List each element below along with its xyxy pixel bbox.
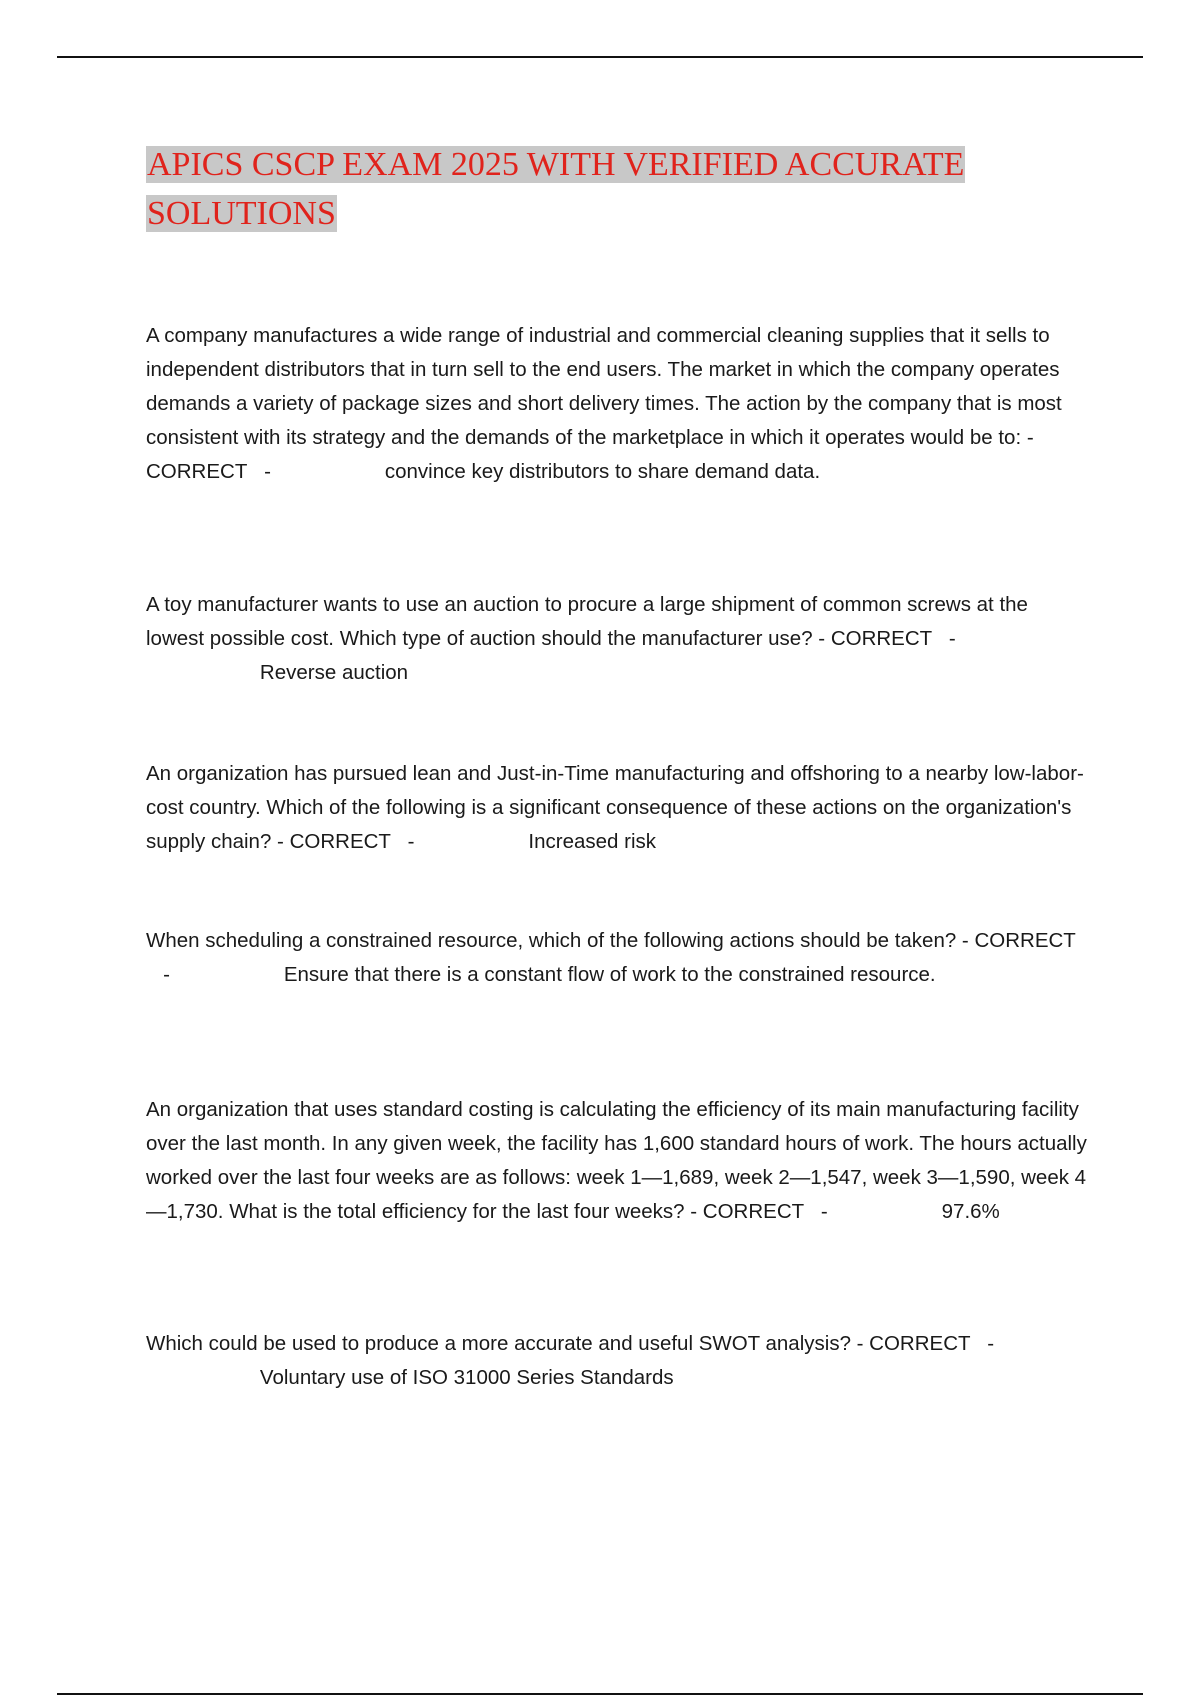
- answer-text: Increased risk: [528, 830, 657, 853]
- title-line-2: SOLUTIONS: [147, 195, 336, 232]
- answer-separator: -: [948, 627, 956, 650]
- question-text: A company manufactures a wide range of industrial and commercial cleaning supplies that it sells to independent distributors that in turn sell to the end users. The market in which the company operates demands a variety of package sizes and short delivery times. The action by the company that is most consistent with its strategy and the demands of the marketplace in which it operates would be to: - CORRECT: [146, 324, 1062, 483]
- question-text: An organization that uses standard costing is calculating the efficiency of its main manufacturing facility over the last month. In any given week, the facility has 1,600 standard hours of work. The hours actually worked over the last four weeks are as follows: week 1—1,689, week 2—1,547, week 3—1,590, week 4—1,730. What is the total efficiency for the last four weeks? - CORRECT: [146, 1098, 1087, 1223]
- title-line-1: APICS CSCP EXAM 2025 WITH VERIFIED ACCURATE: [147, 146, 965, 183]
- question-text: When scheduling a constrained resource, which of the following actions should be taken? - CORRECT: [146, 929, 1076, 952]
- answer-separator: -: [163, 963, 170, 986]
- answer-text: Reverse auction: [259, 661, 409, 684]
- qa-item-4: [146, 924, 1091, 992]
- answer-separator: -: [987, 1332, 995, 1355]
- question-text: An organization has pursued lean and Just-in-Time manufacturing and offshoring to a nearby low-labor-cost country. Which of the following is a significant consequence of these actions on the organization's supply chain? - CORRECT: [146, 762, 1084, 853]
- bottom-rule: [57, 1693, 1143, 1695]
- answer-separator: -: [264, 460, 271, 483]
- qa-item-6: [146, 1327, 1091, 1395]
- qa-item-3: [146, 757, 1091, 859]
- answer-text: convince key distributors to share demand data.: [384, 460, 821, 483]
- answer-text: Voluntary use of ISO 31000 Series Standards: [259, 1366, 674, 1389]
- answer-text: Ensure that there is a constant flow of work to the constrained resource.: [283, 963, 936, 986]
- answer-text: 97.6%: [941, 1200, 1000, 1223]
- question-text: Which could be used to produce a more accurate and useful SWOT analysis? - CORRECT: [146, 1332, 971, 1355]
- answer-separator: -: [820, 1200, 828, 1223]
- document-title: [146, 140, 1096, 238]
- question-text: A toy manufacturer wants to use an auction to procure a large shipment of common screws at the lowest possible cost. Which type of auction should the manufacturer use? - CORRECT: [146, 593, 1028, 650]
- answer-separator: -: [407, 830, 415, 853]
- qa-item-5: [146, 1093, 1091, 1229]
- top-rule: [57, 56, 1143, 58]
- qa-item-2: [146, 588, 1091, 690]
- qa-item-1: [146, 319, 1091, 489]
